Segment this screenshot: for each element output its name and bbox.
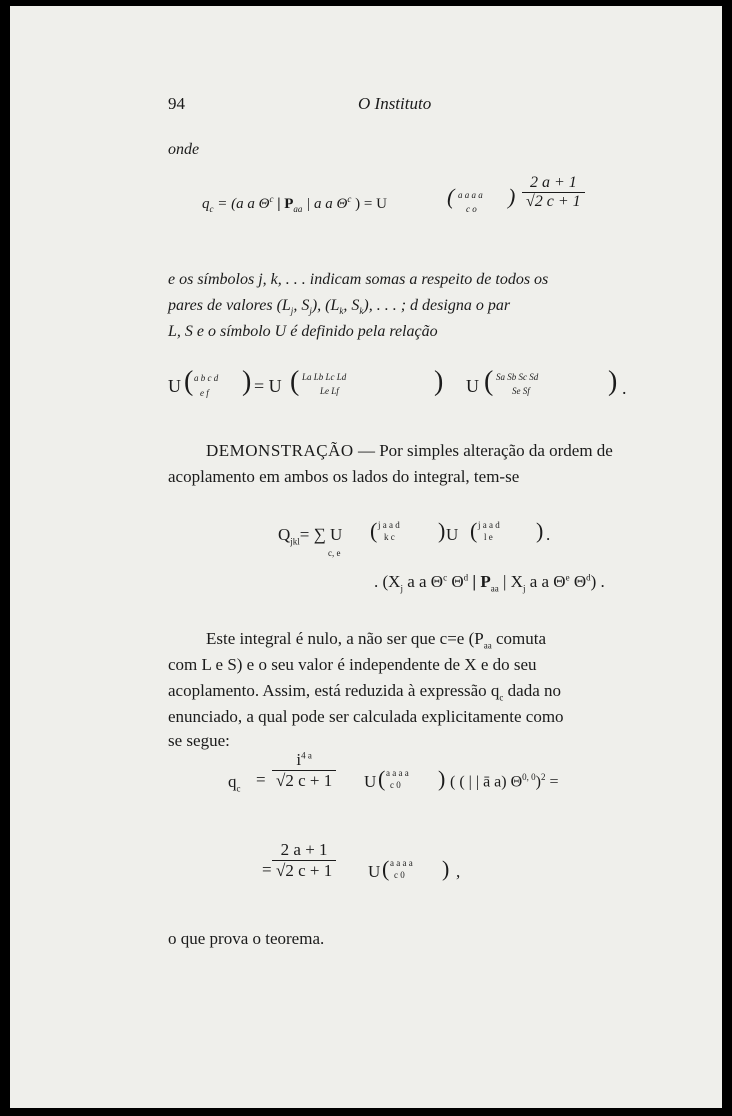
- equation-qjkl: $Q_{jkl}=$ ∑ U: [278, 525, 343, 547]
- eq6-equals: =: [262, 860, 272, 879]
- eq6-comma: ,: [456, 862, 461, 881]
- eq2-paren-open-1: (: [184, 366, 194, 397]
- eq3-paren-close-2: ): [536, 518, 544, 543]
- eq3-u2: U: [446, 525, 459, 544]
- demo-line1: DEMONSTRAÇÃO — Por simples alteração da ordem de: [206, 441, 613, 460]
- para2-line1: Este integral é nulo, a não ser que c=e ($P_{aa}$ comuta: [206, 629, 547, 651]
- eq2-equals-u: = U: [254, 376, 282, 396]
- eq5-sym-bottom: c 0: [390, 780, 401, 790]
- equation-u-relation: [168, 376, 181, 397]
- para2-line3: acoplamento. Assim, está reduzida à expressão $q_c$ dada no: [168, 681, 561, 703]
- eq6-numerator: 2 a + 1: [280, 840, 328, 859]
- eq3-paren-close-1: ): [438, 518, 446, 543]
- eq6-fraction: [272, 840, 336, 881]
- equation-qc-calc: $q_c$: [228, 772, 241, 794]
- eq3-sym2-bottom: l e: [484, 532, 493, 542]
- eq3-sym2-top: j a a d: [478, 520, 500, 530]
- para1-line1: e os símbolos j, k, . . . indicam somas a respeito de todos os: [168, 271, 549, 288]
- para2-line4: enunciado, a qual pode ser calculada explicitamente como: [168, 707, 564, 726]
- para2-line5: se segue:: [168, 731, 230, 750]
- page-number: 94: [168, 94, 185, 113]
- eq2-paren-open-3: (: [484, 366, 494, 397]
- eq2-paren-open-2: (: [290, 366, 300, 397]
- eq5-rest: ( ( | | ā a) Θ$^{0, 0}$)$^2$ =: [450, 772, 559, 791]
- eq1-denominator: √2 c + 1: [522, 192, 585, 211]
- eq1-symbol-top: a a a a: [458, 190, 483, 200]
- eq5-paren-close: ): [438, 766, 446, 791]
- eq6-sym-top: a a a a: [390, 858, 413, 868]
- eq2-paren-close-3: ): [608, 366, 618, 397]
- para2-line2: com L e S) e o seu valor é independente de X e do seu: [168, 655, 537, 674]
- eq1-numerator: 2 a + 1: [529, 174, 577, 191]
- eq2-u-lhs: U: [168, 376, 181, 396]
- eq3-period: .: [546, 525, 551, 544]
- eq2-u-rhs: U: [466, 376, 479, 396]
- eq2-rhs-bottom: Se Sf: [512, 386, 530, 396]
- eq2-rhs-top: Sa Sb Sc Sd: [496, 372, 539, 382]
- onde-label: onde: [168, 141, 200, 158]
- eq1-symbol-bottom: c o: [466, 204, 477, 214]
- eq2-lhs-bottom: e f: [200, 388, 209, 398]
- eq3-paren-open-2: (: [470, 518, 478, 543]
- eq6-paren-close: ): [442, 856, 450, 881]
- eq2-paren-close-2: ): [434, 366, 444, 397]
- eq1-paren-close: ): [508, 184, 516, 209]
- running-title: O Instituto: [358, 94, 432, 113]
- eq2-paren-close-1: ): [242, 366, 252, 397]
- eq5-denominator: √2 c + 1: [272, 770, 336, 791]
- eq6-denominator: √2 c + 1: [272, 860, 336, 881]
- eq3-sym1-top: j a a d: [378, 520, 400, 530]
- eq5-u: U: [364, 772, 377, 791]
- eq5-fraction: [272, 750, 336, 791]
- eq6-paren-open: (: [382, 856, 390, 881]
- equation-integral: . ($X_j$ a a $\Theta^c$ $\Theta^d$ | $P_{aa}$ | $X_j$ a a $\Theta^e$ $\Theta^d$) .: [374, 572, 605, 594]
- eq5-equals: =: [256, 770, 266, 789]
- eq6-sym-bottom: c 0: [394, 870, 405, 880]
- eq3-paren-open-1: (: [370, 518, 378, 543]
- eq1-paren-open: (: [447, 184, 455, 209]
- eq3-sum-subscript: c, e: [328, 548, 341, 558]
- demo-label: DEMONSTRAÇÃO: [206, 441, 354, 460]
- eq5-numerator: $i^{4 a}$: [296, 750, 312, 769]
- eq6-u: U: [368, 862, 381, 881]
- eq1-fraction: [522, 174, 585, 211]
- equation-qc-definition: $q_c = (a$ a $\Theta^c$ | $P_{aa}$ | a a $\Theta^c$ ) = U: [202, 194, 387, 214]
- eq5-sym-top: a a a a: [386, 768, 409, 778]
- eq3-sym1-bottom: k c: [384, 532, 395, 542]
- eq2-lhs-top: a b c d: [194, 373, 219, 383]
- para1-line3: L, S e o símbolo U é definido pela relação: [168, 323, 438, 340]
- eq2-mid-bottom: Le Lf: [320, 386, 339, 396]
- eq5-paren-open: (: [378, 766, 386, 791]
- para1-line2: pares de valores ($L_j$, $S_j$), ($L_k$, $S_k$), . . . ; d designa o par: [168, 297, 511, 317]
- closing-line: o que prova o teorema.: [168, 929, 325, 948]
- demo-line2: acoplamento em ambos os lados do integral, tem-se: [168, 467, 520, 486]
- eq2-period: .: [622, 378, 627, 398]
- book-page: [10, 6, 722, 1108]
- eq2-mid-top: La Lb Lc Ld: [302, 372, 347, 382]
